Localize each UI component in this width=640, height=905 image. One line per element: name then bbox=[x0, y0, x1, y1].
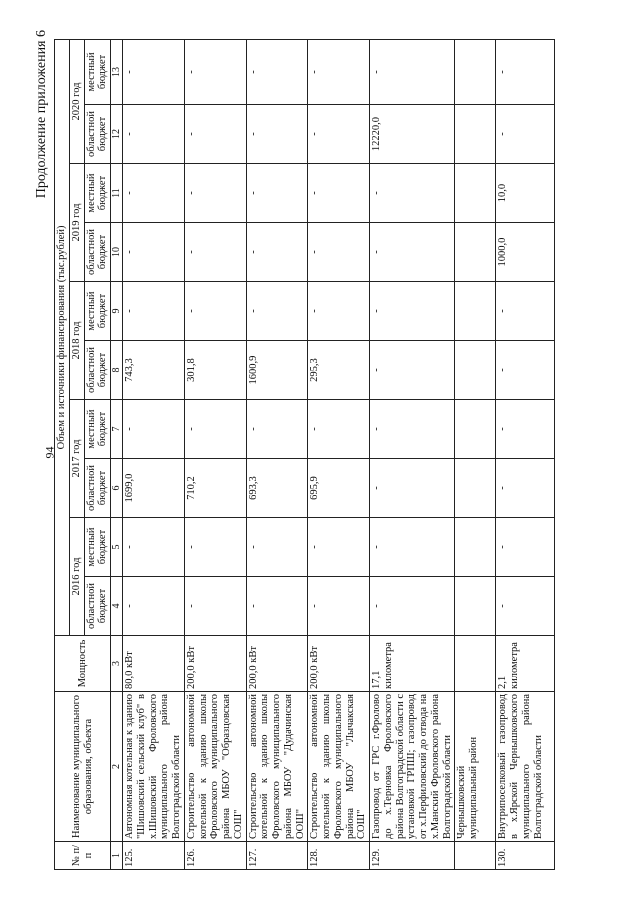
header-local: местный бюджет bbox=[84, 164, 111, 223]
row-number: 125. bbox=[123, 842, 185, 870]
funding-table bbox=[54, 39, 555, 870]
value-cell: - bbox=[184, 164, 246, 223]
column-index: 1 bbox=[111, 842, 123, 870]
column-index: 6 bbox=[111, 459, 123, 518]
value-cell: 12220,0 bbox=[370, 105, 455, 164]
value-cell: 1699,0 bbox=[123, 459, 185, 518]
value-cell: 295,3 bbox=[308, 341, 370, 400]
column-index: 10 bbox=[111, 223, 123, 282]
continuation-title: Продолжение приложения 6 bbox=[34, 30, 49, 199]
value-cell: - bbox=[184, 223, 246, 282]
value-cell: - bbox=[496, 105, 555, 164]
header-regional: областной бюджет bbox=[84, 223, 111, 282]
column-index: 7 bbox=[111, 400, 123, 459]
value-cell: - bbox=[123, 400, 185, 459]
value-cell: - bbox=[370, 282, 455, 341]
header-num: № п/п bbox=[55, 842, 111, 870]
empty-cell bbox=[455, 518, 496, 577]
table-body bbox=[123, 39, 555, 869]
value-cell: - bbox=[308, 39, 370, 104]
value-cell: 693,3 bbox=[246, 459, 308, 518]
value-cell: - bbox=[370, 39, 455, 104]
capacity-cell: 17,1 километра bbox=[370, 636, 455, 692]
column-index: 13 bbox=[111, 39, 123, 104]
value-cell: - bbox=[184, 518, 246, 577]
header-capacity: Мощность bbox=[55, 636, 111, 692]
empty-cell bbox=[455, 223, 496, 282]
empty-cell bbox=[455, 341, 496, 400]
value-cell: - bbox=[308, 518, 370, 577]
table-row bbox=[496, 39, 555, 869]
value-cell: 301,8 bbox=[184, 341, 246, 400]
value-cell: - bbox=[184, 577, 246, 636]
page-number: 94 bbox=[42, 446, 57, 459]
capacity-cell: 2,1 километра bbox=[496, 636, 555, 692]
value-cell: - bbox=[246, 105, 308, 164]
header-year: 2020 год bbox=[69, 39, 84, 163]
header-local: местный бюджет bbox=[84, 39, 111, 104]
header-regional: областной бюджет bbox=[84, 341, 111, 400]
value-cell: - bbox=[308, 164, 370, 223]
value-cell: - bbox=[246, 164, 308, 223]
object-name: Автономная котельная к зданию "Шишовский сельский клуб" в х.Шишовский Фроловского муниципального района Волгоградской области bbox=[123, 692, 185, 842]
header-regional: областной бюджет bbox=[84, 459, 111, 518]
object-name: Строительство автономной котельной к зданию школы Фроловского муниципального района МБОУ "Образцовская СОШ" bbox=[184, 692, 246, 842]
header-regional: областной бюджет bbox=[84, 577, 111, 636]
column-index: 2 bbox=[111, 692, 123, 842]
value-cell: - bbox=[123, 164, 185, 223]
row-number: 129. bbox=[370, 842, 455, 870]
header-regional: областной бюджет bbox=[84, 105, 111, 164]
empty-cell bbox=[455, 459, 496, 518]
value-cell: - bbox=[370, 341, 455, 400]
value-cell: - bbox=[246, 282, 308, 341]
table-row bbox=[123, 39, 185, 869]
column-index: 4 bbox=[111, 577, 123, 636]
value-cell: - bbox=[370, 400, 455, 459]
header-year: 2016 год bbox=[69, 518, 84, 636]
value-cell: 710,2 bbox=[184, 459, 246, 518]
table-row bbox=[246, 39, 308, 869]
empty-cell bbox=[455, 400, 496, 459]
header-year: 2017 год bbox=[69, 400, 84, 518]
capacity-cell: 200,0 кВт bbox=[246, 636, 308, 692]
value-cell: - bbox=[496, 459, 555, 518]
row-number: 130. bbox=[496, 842, 555, 870]
column-index: 11 bbox=[111, 164, 123, 223]
value-cell: - bbox=[496, 518, 555, 577]
row-number: 126. bbox=[184, 842, 246, 870]
value-cell: - bbox=[184, 400, 246, 459]
value-cell: - bbox=[370, 223, 455, 282]
value-cell: - bbox=[308, 400, 370, 459]
header-name: Наименование муниципального образования, объекта bbox=[55, 692, 111, 842]
rotated-table-page bbox=[30, 30, 610, 870]
header-funding: Объем и источники финансирования (тыс.рублей) bbox=[55, 39, 70, 635]
object-name: Газопровод от ГРС г.Фролово до х.Терновка Фроловского района Волгоградской области с установкой ГРПШ; газопровод от х.Перфиловский до отвода на х.Манский Фроловского района Волгоградской области bbox=[370, 692, 455, 842]
capacity-cell: 80,0 кВт bbox=[123, 636, 185, 692]
empty-cell bbox=[455, 39, 496, 104]
column-index: 8 bbox=[111, 341, 123, 400]
section-num-cell bbox=[455, 842, 496, 870]
value-cell: 743,3 bbox=[123, 341, 185, 400]
value-cell: - bbox=[184, 282, 246, 341]
object-name: Внутрипоселковый газопровод в х.Ярской Чернышковского муниципального района Волгоградской области bbox=[496, 692, 555, 842]
value-cell: - bbox=[496, 39, 555, 104]
column-index: 3 bbox=[111, 636, 123, 692]
object-name: Строительство автономной котельной к зданию школы Фроловского муниципального района МБОУ "Дудачинская ООШ" bbox=[246, 692, 308, 842]
value-cell: - bbox=[246, 223, 308, 282]
value-cell: - bbox=[184, 105, 246, 164]
value-cell: - bbox=[308, 105, 370, 164]
section-title: Чернышковский муниципальный район bbox=[455, 692, 496, 842]
value-cell: - bbox=[123, 39, 185, 104]
column-index: 9 bbox=[111, 282, 123, 341]
value-cell: - bbox=[370, 164, 455, 223]
value-cell: - bbox=[496, 400, 555, 459]
empty-cell bbox=[455, 577, 496, 636]
value-cell: - bbox=[370, 577, 455, 636]
value-cell: - bbox=[246, 400, 308, 459]
value-cell: - bbox=[123, 105, 185, 164]
value-cell: 1000,0 bbox=[496, 223, 555, 282]
value-cell: 1600,9 bbox=[246, 341, 308, 400]
capacity-cell: 200,0 кВт bbox=[308, 636, 370, 692]
header-year: 2019 год bbox=[69, 164, 84, 282]
value-cell: - bbox=[370, 518, 455, 577]
value-cell: 10,0 bbox=[496, 164, 555, 223]
value-cell: - bbox=[496, 282, 555, 341]
object-name: Строительство автономной котельной к зданию школы Фроловского муниципального района МБОУ "Лычакская СОШ" bbox=[308, 692, 370, 842]
header-local: местный бюджет bbox=[84, 518, 111, 577]
value-cell: - bbox=[123, 577, 185, 636]
value-cell: 695,9 bbox=[308, 459, 370, 518]
table-row bbox=[370, 39, 455, 869]
value-cell: - bbox=[496, 577, 555, 636]
header-year: 2018 год bbox=[69, 282, 84, 400]
empty-cell bbox=[455, 282, 496, 341]
value-cell: - bbox=[496, 341, 555, 400]
value-cell: - bbox=[123, 282, 185, 341]
table-row bbox=[308, 39, 370, 869]
header-local: местный бюджет bbox=[84, 282, 111, 341]
value-cell: - bbox=[246, 518, 308, 577]
header-local: местный бюджет bbox=[84, 400, 111, 459]
row-number: 128. bbox=[308, 842, 370, 870]
value-cell: - bbox=[123, 223, 185, 282]
empty-cell bbox=[455, 164, 496, 223]
value-cell: - bbox=[308, 577, 370, 636]
value-cell: - bbox=[308, 282, 370, 341]
column-index: 12 bbox=[111, 105, 123, 164]
empty-cell bbox=[455, 105, 496, 164]
value-cell: - bbox=[370, 459, 455, 518]
value-cell: - bbox=[246, 39, 308, 104]
section-row bbox=[455, 39, 496, 869]
value-cell: - bbox=[246, 577, 308, 636]
capacity-cell: 200,0 кВт bbox=[184, 636, 246, 692]
row-number: 127. bbox=[246, 842, 308, 870]
value-cell: - bbox=[184, 39, 246, 104]
empty-cell bbox=[455, 636, 496, 692]
value-cell: - bbox=[308, 223, 370, 282]
table-row bbox=[184, 39, 246, 869]
value-cell: - bbox=[123, 518, 185, 577]
column-index: 5 bbox=[111, 518, 123, 577]
